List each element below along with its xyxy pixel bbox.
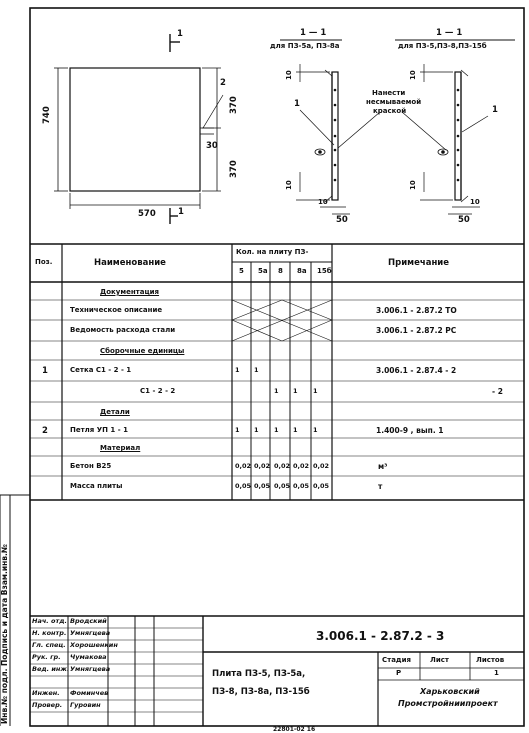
row-name: Масса плиты xyxy=(70,482,123,490)
row-qty: 1 xyxy=(313,387,318,395)
section-b-title: 1 — 1 xyxy=(436,28,463,38)
person-role: Вед. инж. xyxy=(32,665,70,673)
row-qty: 0,05 xyxy=(274,482,291,490)
title-line-2: ПЗ-8, ПЗ-8а, ПЗ-15б xyxy=(212,687,310,697)
section-b-subtitle: для ПЗ-5,ПЗ-8,ПЗ-15б xyxy=(398,42,487,50)
row-qty: 1 xyxy=(293,426,298,434)
person-role: Рук. гр. xyxy=(32,653,61,661)
dim-10-b-top: 10 xyxy=(409,70,417,80)
person-role: Гл. спец. xyxy=(32,641,66,649)
dim-570-bottom: 570 xyxy=(138,209,156,219)
person-name: Гуровин xyxy=(70,701,101,709)
row-name: Петля УП 1 - 1 xyxy=(70,426,128,434)
row-name: Материал xyxy=(100,444,141,452)
row-qty: 1 xyxy=(235,366,240,374)
row-qty: 0,02 xyxy=(254,462,271,470)
dim-50-a: 50 xyxy=(336,215,348,225)
person-name: Умнягцева xyxy=(70,629,111,637)
dim-10-a-top: 10 xyxy=(285,70,293,80)
section-mark-top: 1 xyxy=(177,29,183,39)
note-line-3: краской xyxy=(373,107,407,115)
person-name: Вродский xyxy=(70,617,107,625)
qty-header-1: 5а xyxy=(258,267,268,275)
row-name: Ведомость расхода стали xyxy=(70,326,176,334)
side-stamp-text: Инв.№ подл. Подпись и дата Взам.инв.№ xyxy=(0,544,9,724)
section-a-title: 1 — 1 xyxy=(300,28,327,38)
row-qty: 1 xyxy=(313,426,318,434)
header-quantity: Кол. на плиту ПЗ- xyxy=(236,248,309,256)
row-note: т xyxy=(378,482,383,491)
row-note: 3.006.1 - 2.87.4 - 2 xyxy=(376,366,457,375)
qty-header-4: 15б xyxy=(317,267,332,275)
row-name: Детали xyxy=(100,408,130,416)
callout-1-b: 1 xyxy=(492,105,498,115)
row-qty: 1 xyxy=(235,426,240,434)
section-b-view xyxy=(338,40,515,214)
row-qty: 1 xyxy=(293,387,298,395)
callout-2: 2 xyxy=(220,78,226,88)
person-role: Инжен. xyxy=(32,689,60,697)
organization-line-2: Промстройниипроект xyxy=(398,699,498,708)
row-note: 3.006.1 - 2.87.2 РС xyxy=(376,326,457,335)
sheet-label: Лист xyxy=(430,656,449,664)
person-role: Н. контр. xyxy=(32,629,67,637)
row-qty: 0,05 xyxy=(235,482,252,490)
row-note: 3.006.1 - 2.87.2 ТО xyxy=(376,306,457,315)
bottom-number: 22801-02 16 xyxy=(273,726,316,733)
callout-1-a: 1 xyxy=(294,99,300,109)
qty-header-2: 8 xyxy=(278,267,283,275)
person-role: Провер. xyxy=(32,701,63,709)
row-qty: 1 xyxy=(254,426,259,434)
row-pos: 2 xyxy=(42,426,48,436)
plan-view xyxy=(54,34,223,224)
dim-50-b: 50 xyxy=(458,215,470,225)
row-qty: 1 xyxy=(274,426,279,434)
row-note: 1.400-9 , вып. 1 xyxy=(376,426,444,435)
header-name: Наименование xyxy=(94,258,166,268)
sheets-label: Листов xyxy=(476,656,505,664)
note-line-1: Нанести xyxy=(372,89,406,97)
row-qty: 0,05 xyxy=(313,482,330,490)
row-qty: 1 xyxy=(274,387,279,395)
row-qty: 0,02 xyxy=(293,462,310,470)
title-line-1: Плита ПЗ-5, ПЗ-5а, xyxy=(212,669,306,679)
row-name: Документация xyxy=(100,288,160,296)
dim-10-a-bottom: 10 xyxy=(285,180,293,190)
qty-header-3: 8а xyxy=(297,267,307,275)
row-note: м³ xyxy=(378,462,388,471)
person-role: Нач. отд. xyxy=(32,617,67,625)
header-position: Поз. xyxy=(35,258,53,266)
section-a-subtitle: для ПЗ-5а, ПЗ-8а xyxy=(270,42,340,50)
document-code: 3.006.1 - 2.87.2 - 3 xyxy=(316,629,445,643)
person-name: Хорошенкин xyxy=(70,641,118,649)
stage-label: Стадия xyxy=(382,656,411,664)
row-name: Сетка С1 - 2 - 1 xyxy=(70,366,132,374)
row-name: Сборочные единицы xyxy=(100,347,185,355)
row-name: Бетон В25 xyxy=(70,462,112,470)
dim-740: 740 xyxy=(42,106,52,124)
qty-header-0: 5 xyxy=(239,267,244,275)
person-name: Фоминчев xyxy=(70,689,109,697)
row-qty: 0,05 xyxy=(254,482,271,490)
row-note: - 2 xyxy=(492,387,503,396)
person-name: Умнягцева xyxy=(70,665,111,673)
dim-370-top: 370 xyxy=(229,96,239,114)
organization-line-1: Харьковский xyxy=(420,687,480,696)
dim-10-a-foot: 10 xyxy=(318,198,328,206)
dim-10-b-bottom: 10 xyxy=(409,180,417,190)
row-qty: 0,05 xyxy=(293,482,310,490)
dim-10-b-foot: 10 xyxy=(470,198,480,206)
row-qty: 1 xyxy=(254,366,259,374)
stage-value: Р xyxy=(396,669,402,677)
section-mark-bottom: 1 xyxy=(178,207,184,217)
dim-30: 30 xyxy=(206,141,218,151)
header-note: Примечание xyxy=(388,258,450,268)
dim-370-bottom: 370 xyxy=(229,160,239,178)
row-qty: 0,02 xyxy=(274,462,291,470)
row-name: Техническое описание xyxy=(70,306,163,314)
row-pos: 1 xyxy=(42,366,48,376)
person-name: Чумакова xyxy=(70,653,107,661)
row-qty: 0,02 xyxy=(235,462,252,470)
row-name: С1 - 2 - 2 xyxy=(140,387,176,395)
sheets-value: 1 xyxy=(494,669,499,677)
row-qty: 0,02 xyxy=(313,462,330,470)
note-line-2: несмываемой xyxy=(366,98,422,106)
